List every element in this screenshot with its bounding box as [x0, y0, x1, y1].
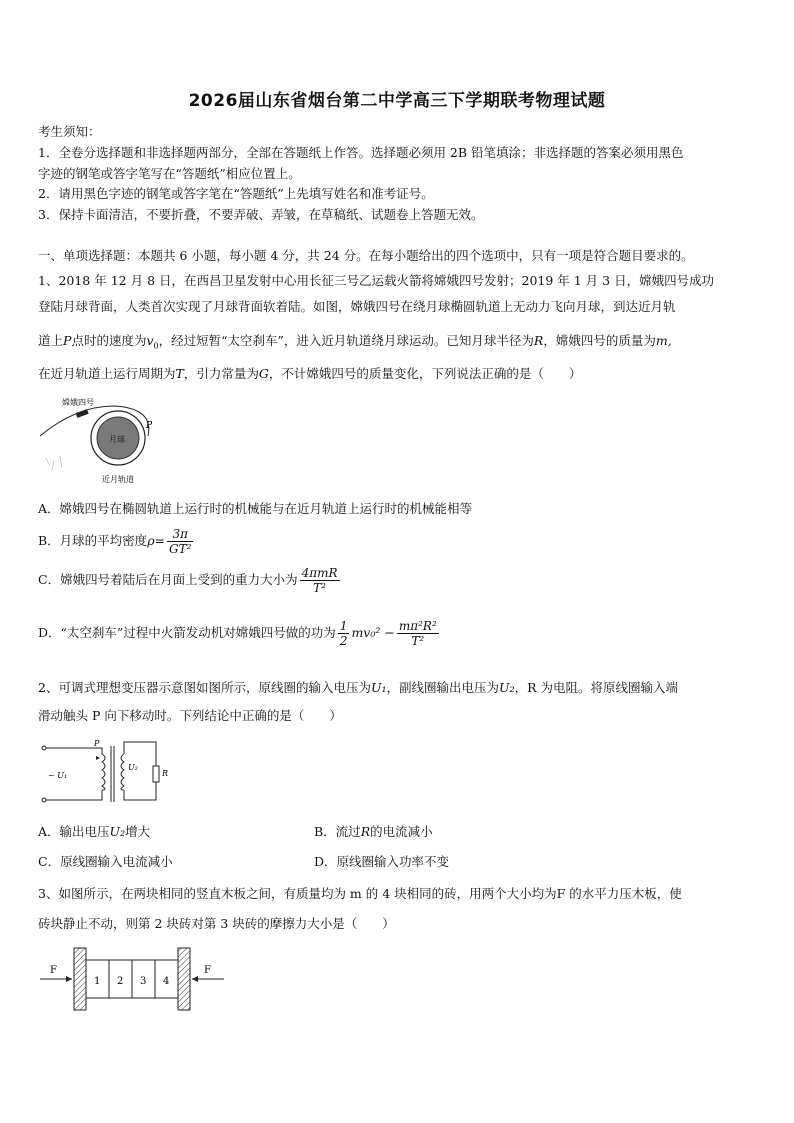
secondary-coil: [121, 754, 124, 790]
q2-option-A[interactable]: A．输出电压U₂增大: [38, 824, 151, 839]
moon-label: 月球: [109, 435, 125, 444]
q2-option-C[interactable]: C．原线圈输入电流减小: [38, 854, 173, 869]
q3-line-2: 砖块静止不动，则第 2 块砖对第 3 块砖的摩擦力大小是（ ）: [38, 916, 395, 931]
q1-line-1: 1、2018 年 12 月 8 日，在西昌卫星发射中心用长征三号乙运载火箭将嫦娥四号发射；2019 年 1 月 3 日，嫦娥四号成功: [38, 273, 715, 288]
svg-text:~ U₁: ~ U₁: [48, 771, 68, 780]
q1-option-D[interactable]: D．“太空刹车”过程中火箭发动机对嫦娥四号做的功为 $\frac{1}{2}$ mv₀² − $\frac{\text{mπ²R²}}{\text{T²}}$: [38, 619, 437, 648]
q1-option-B[interactable]: B．月球的平均密度ρ= $\frac{3\pi}{\text{GT²}}$: [38, 527, 192, 556]
svg-text:F: F: [50, 965, 57, 976]
moon-orbit-figure: [36, 396, 166, 488]
notice-item-1-cont: 字迹的钢笔或答字笔写在“答题纸”相应位置上。: [38, 166, 301, 181]
point-P-label: P: [146, 421, 153, 431]
q1-line-2: 登陆月球背面，人类首次实现了月球背面软着陆。如图，嫦娥四号在绕月球椭圆轨道上无动力飞向月球，到达近月轨: [38, 299, 676, 314]
section-heading: 一、单项选择题：本题共 6 小题，每小题 4 分，共 24 分。在每小题给出的四个选项中，只有一项是符合题目要求的。: [38, 248, 694, 263]
q2-option-B[interactable]: B．流过R的电流减小: [314, 824, 433, 839]
q2-line-1: 2、可调式理想变压器示意图如图所示，原线圈的输入电压为U₁，副线圈输出电压为U₂，R 为电阻。将原线圈输入端: [38, 680, 678, 695]
q1-option-C[interactable]: C．嫦娥四号着陆后在月面上受到的重力大小为 $\frac{\text{4πmR}}{\text{T²}}$: [38, 566, 338, 595]
notice-item-2: 2．请用黑色字迹的钢笔或答字笔在“答题纸”上先填写姓名和准考证号。: [38, 186, 434, 201]
notice-item-3: 3．保持卡面清洁，不要折叠，不要弄破、弄皱，在草稿纸、试题卷上答题无效。: [38, 207, 484, 222]
craft-icon: [76, 409, 89, 418]
symbol-P: P: [63, 333, 72, 348]
right-board: [178, 948, 190, 1010]
notice-heading: 考生须知：: [38, 124, 101, 139]
svg-text:R: R: [162, 769, 168, 778]
slider-contact: [96, 756, 100, 760]
orbit-label: 近月轨道: [102, 475, 134, 484]
bricks-figure: [36, 946, 228, 1012]
q1-line-3: 道上P点时的速度为$v_0$，经过短暂“太空刹车”，进入近月轨道绕月球运动。已知月球半径为R，嫦娥四号的质量为m,: [38, 333, 672, 351]
svg-text:P: P: [94, 739, 100, 748]
q1-option-A[interactable]: A．嫦娥四号在椭圆轨道上运行时的机械能与在近月轨道上运行时的机械能相等: [38, 501, 473, 516]
q3-line-1: 3、如图所示，在两块相同的竖直木板之间，有质量均为 m 的 4 块相同的砖，用两个大小均为F 的水平力压木板，使: [38, 886, 682, 901]
decorative-marks: [46, 456, 62, 470]
svg-text:4: 4: [163, 976, 170, 987]
q2-option-D[interactable]: D．原线圈输入功率不变: [314, 854, 450, 869]
primary-coil: [102, 754, 105, 790]
notice-item-1: 1．全卷分选择题和非选择题两部分，全部在答题纸上作答。选择题必须用 2B 铅笔填涂；非选择题的答案必须用黑色: [38, 145, 684, 160]
svg-text:F: F: [204, 965, 211, 976]
left-board: [74, 948, 86, 1010]
q1-line-4: 在近月轨道上运行周期为T，引力常量为G，不计嫦娥四号的质量变化，下列说法正确的是（ ）: [38, 366, 582, 381]
q2-line-2: 滑动触头 P 向下移动时。下列结论中正确的是（ ）: [38, 708, 342, 723]
resistor: [153, 766, 159, 782]
page-title: 2026届山东省烟台第二中学高三下学期联考物理试题: [188, 91, 606, 111]
svg-text:2: 2: [117, 976, 124, 987]
transformer-figure: [36, 736, 168, 806]
svg-text:U₂: U₂: [128, 763, 138, 772]
svg-text:3: 3: [140, 976, 147, 987]
craft-label: 嫦娥四号: [62, 398, 94, 407]
svg-text:1: 1: [94, 976, 101, 987]
